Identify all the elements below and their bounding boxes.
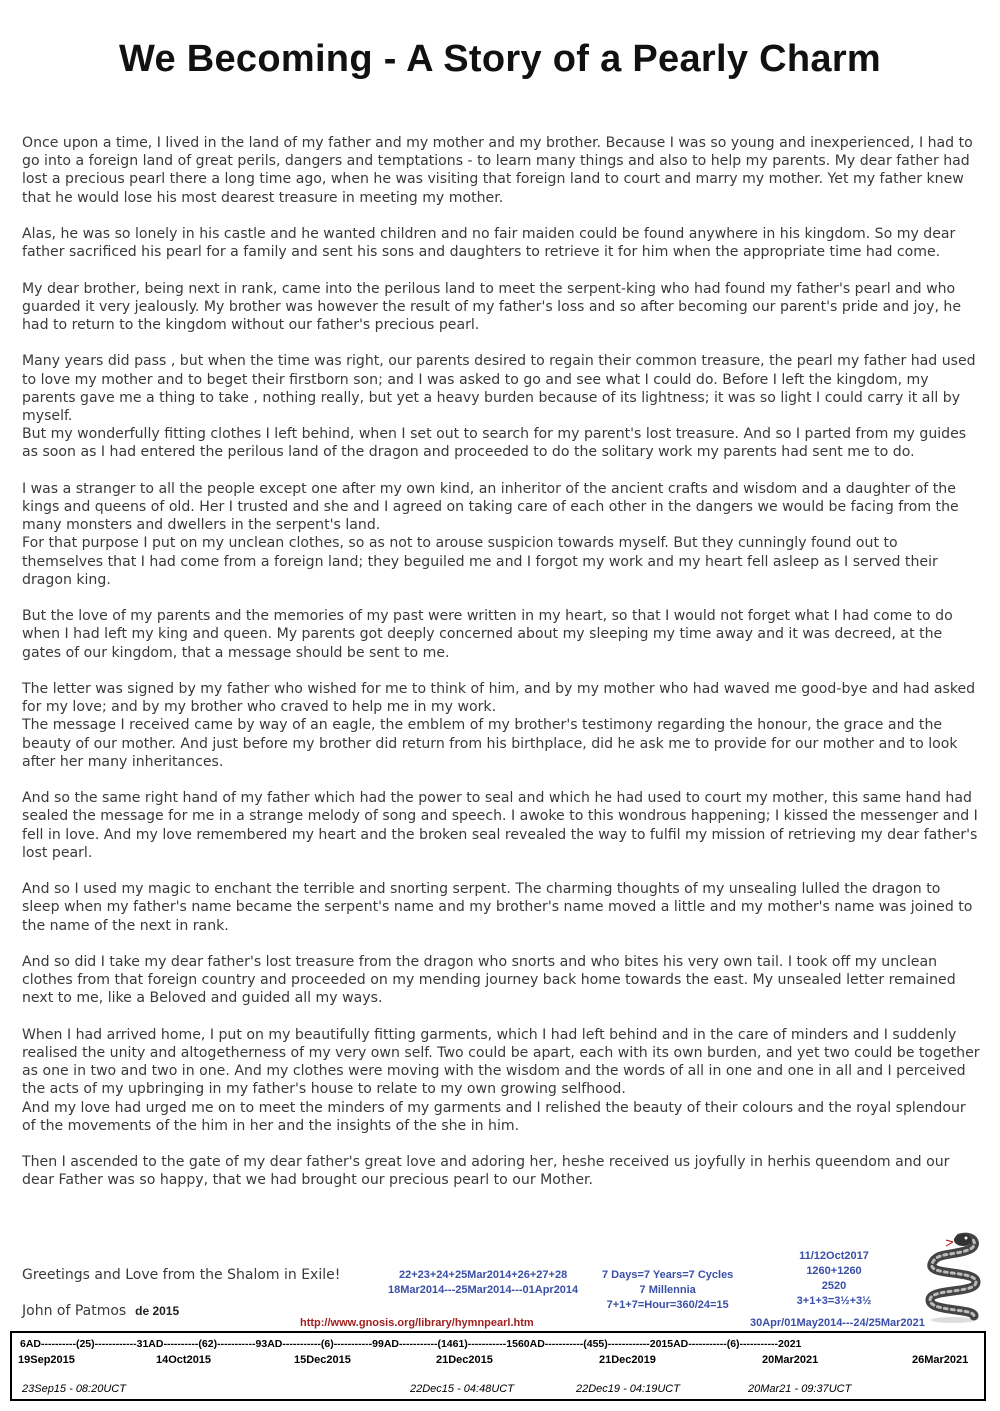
paragraph: Once upon a time, I lived in the land of my father and my mother and my brother. Because I was so young and inexperienced, I had to go into a foreign land of great perils, dangers and temptations - to learn many things and also to help my parents. My dear father had lost a precious pearl there a long time ago, when he was visiting that foreign land to court and marry my mother. Yet my father knew that he would lose his most dearest treasure in meeting my mother. <box>22 135 973 206</box>
timeline-date: 21Dec2015 <box>436 1354 493 1366</box>
hymn-of-pearl-link[interactable]: http://www.gnosis.org/library/hymnpearl.htm <box>300 1317 534 1329</box>
signature-year: de 2015 <box>135 1304 180 1318</box>
paragraph: And so the same right hand of my father which had the power to seal and which he had used to court my mother, this same hand had sealed the message for me in a strange melody of song and speech. I awoke to this wondrous happening; I kissed the messenger and I fell in love. And my love remembered my heart and the broken seal revealed the way to fulfil my mission of retrieving my dear father's lost pearl. <box>22 790 978 861</box>
paragraph: The letter was signed by my father who wished for me to think of him, and by my mother who had waved me good-bye and had asked for my love; and by my brother who craved to help me in my work. The message I received came by way of an eagle, the emblem of my brother's testimony regarding the honour, the grace and the beauty of our mother. And just before my brother did return from his birthplace, did he ask me to provide for our mother and to look after her many inheritances. <box>22 681 976 770</box>
timeline-date: 15Dec2015 <box>294 1354 351 1366</box>
paragraph: And so did I take my dear father's lost treasure from the dragon who snorts and who bites his very own tail. I took off my unclean clothes from that foreign country and proceeded on my mending journey back home towards the east. My unsealed letter remained next to me, like a Beloved and guided all my ways. <box>22 954 956 1007</box>
note-days <box>602 1268 733 1313</box>
page-title: We Becoming - A Story of a Pearly Charm <box>118 38 882 80</box>
timeline-date: 19Sep2015 <box>18 1354 75 1366</box>
story-body <box>22 134 982 1208</box>
greeting: Greetings and Love from the Shalom in Exile! <box>22 1267 341 1283</box>
timeline-date: 20Mar2021 <box>762 1354 819 1366</box>
signature-name: John of Patmos <box>22 1303 127 1319</box>
timeline-date: 21Dec2019 <box>599 1354 656 1366</box>
note-line: 2520 <box>821 1280 847 1292</box>
serpent-icon <box>918 1232 988 1324</box>
timeline-time: 20Mar21 - 09:37UCT <box>748 1383 852 1395</box>
paragraph: I was a stranger to all the people except one after my own kind, an inheritor of the ancient crafts and wisdom and a daughter of the kings and queens of old. Her I trusted and she and I agreed on taking care of each other in the dangers we would be facing from the many monsters and dwellers in the serpent's land. For that purpose I put on my unclean clothes, so as not to arouse suspicion towards myself. But they cunningly found out to themselves that I had come from a foreign land; they beguiled me and I forgot my work and my heart fell asleep as I served their dragon king. <box>22 480 959 588</box>
signature <box>22 1303 179 1319</box>
note-line: 11/12Oct2017 <box>799 1250 869 1262</box>
timeline-date: 26Mar2021 <box>912 1354 969 1366</box>
note-line: 7 Days=7 Years=7 Cycles <box>602 1269 734 1281</box>
paragraph: When I had arrived home, I put on my beautifully fitting garments, which I had left behind and in the care of minders and I suddenly realised the unity and altogetherness of my very own self. Two could be apart, each with its own burden, and yet two could be together as one in two and two in one. And my clothes were moving with the wisdom and the words of all in one and one in all and I perceived the acts of my upbringing in my father's house to relate to my own growing selfhood. And my love had urged me on to meet the minders of my garments and I relished the beauty of their colours and the royal splendour of the movements of the him in her and the insights of the she in him. <box>22 1026 980 1134</box>
note-line: 22+23+24+25Mar2014+26+27+28 <box>398 1269 568 1281</box>
paragraph: My dear brother, being next in rank, came into the perilous land to meet the serpent-king who had found my father's pearl and who guarded it very jealously. My brother was however the result of my father's loss and so after becoming our parent's pride and joy, he had to return to the kingdom without our father's precious pearl. <box>22 280 962 333</box>
note-line: 18Mar2014---25Mar2014---01Apr2014 <box>388 1284 579 1296</box>
note-line: 1260+1260 <box>806 1265 862 1277</box>
paragraph: Alas, he was so lonely in his castle and he wanted children and no fair maiden could be found anywhere in his kingdom. So my dear father sacrificed his pearl for a family and sent his sons and daughters to retrieve it for him when the appropriate time had come. <box>22 226 956 261</box>
timeline-box <box>10 1331 986 1401</box>
timeline-date: 14Oct2015 <box>156 1354 212 1366</box>
note-april: 30Apr/01May2014---24/25Mar2021 <box>750 1317 925 1329</box>
note-october <box>784 1249 884 1309</box>
timeline-time: 22Dec19 - 04:19UCT <box>576 1383 680 1395</box>
paragraph: Many years did pass , but when the time was right, our parents desired to regain their common treasure, the pearl my father had used to love my mother and to beget their firstborn son; and I was asked to go and see what I could do. Before I left the kingdom, my parents gave me a thing to take , nothing really, but yet a heavy burden because of its lightness; it was so light I could carry it all by myself. But my wonderfully fitting clothes I left behind, when I set out to search for my parent's lost treasure. And so I parted from my guides as soon as I had entered the perilous land of the dragon and proceeded to do the solitary work my parents had sent me to do. <box>22 353 976 461</box>
note-march <box>388 1268 578 1298</box>
note-line: 3+1+3=3½+3½ <box>796 1295 872 1307</box>
timeline-sequence: 6AD----------(25)------------31AD----------(62)-----------93AD-----------(6)-----------99AD-----------(1461)-----------1560AD-----------(455)------------2015AD-----------(6)-----------2021 <box>20 1338 802 1350</box>
paragraph: Then I ascended to the gate of my dear father's great love and adoring her, heshe received us joyfully in herhis queendom and our dear Father was so happy, that we had brought our precious pearl to our Mother. <box>22 1154 950 1189</box>
note-line: 7 Millennia <box>639 1284 696 1296</box>
note-line: 7+1+7=Hour=360/24=15 <box>606 1299 729 1311</box>
paragraph: But the love of my parents and the memories of my past were written in my heart, so that I would not forget what I had come to do when I had left my king and queen. My parents got deeply concerned about my sleeping my time away and it was decreed, at the gates of our kingdom, that a message should be sent to me. <box>22 608 953 661</box>
timeline-time: 22Dec15 - 04:48UCT <box>410 1383 514 1395</box>
timeline-time: 23Sep15 - 08:20UCT <box>22 1383 126 1395</box>
paragraph: And so I used my magic to enchant the terrible and snorting serpent. The charming thoughts of my unsealing lulled the dragon to sleep when my father's name became the serpent's name and my brother's name moved a little and my mother's name was joined to the name of the next in rank. <box>22 881 973 934</box>
